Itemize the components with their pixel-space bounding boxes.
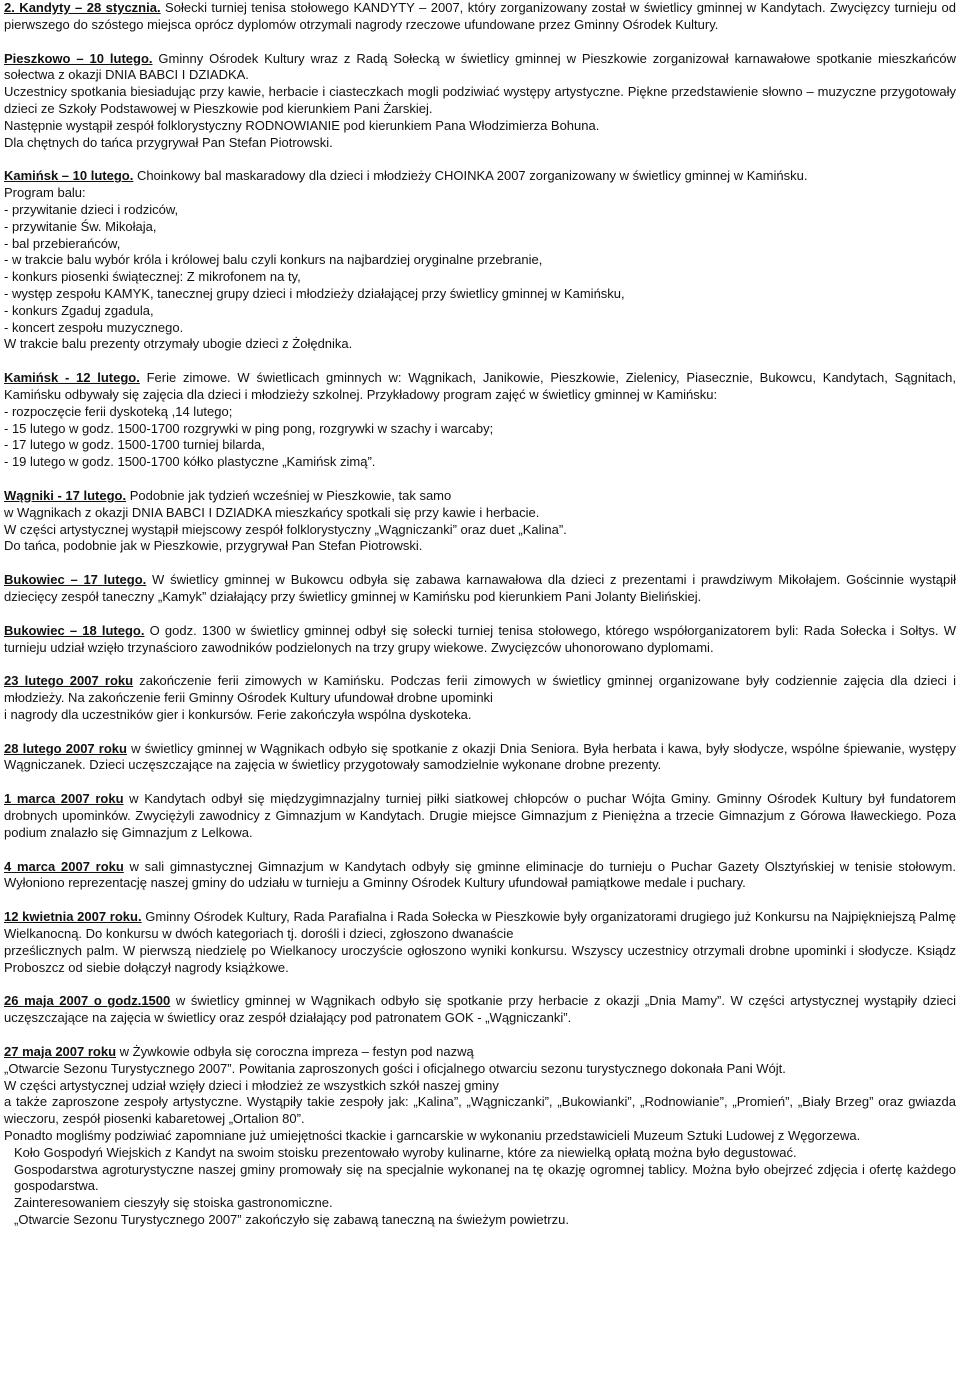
paragraph-text: w świetlicy gminnej w Wągnikach odbyło się spotkanie z okazji Dnia Seniora. Była herbata i kawa, były słodycze, wspólne śpiewanie, występy Wągniczanek. Dzieci uczęszczające na zajęcia w świetlicy przygotowały samodzielnie wykonane drobne prezenty. <box>4 740 956 773</box>
paragraph-kandyty-28-stycznia <box>4 0 956 34</box>
paragraph-text: zakończenie ferii zimowych w Kamińsku. Podczas ferii zimowych w świetlicy gminnej organizowane były codziennie zajęcia dla dzieci i młodzieży. Na zakończenie ferii Gminny Ośrodek Kultury ufundował drobne upominki <box>4 673 956 706</box>
paragraph-text: Choinkowy bal maskaradowy dla dzieci i młodzieży CHOINKA 2007 zorganizowany w świetlicy gminnej w Kamińsku. <box>133 168 808 184</box>
paragraph-kaminsk-12-lutego <box>4 370 956 404</box>
section-heading: Bukowiec – 17 lutego. <box>4 572 147 588</box>
paragraph-text: w Żywkowie odbyła się coroczna impreza – festyn pod nazwą <box>116 1044 474 1060</box>
paragraph-bukowiec-17-lutego <box>4 572 956 606</box>
paragraph-28-lutego <box>4 741 956 775</box>
paragraph-text: Podobnie jak tydzień wcześniej w Pieszkowie, tak samo <box>126 487 452 503</box>
paragraph-text: W części artystycznej udział wzięły dzieci i młodzież ze wszystkich szkół naszej gminy <box>4 1077 499 1093</box>
paragraph-text: w sali gimnastycznej Gimnazjum w Kandytach odbyły się gminne eliminacje do turnieju o Puchar Gazety Olsztyńskiej w tenisie stołowym. Wyłoniono reprezentację naszej gminy do udziału w turnieju a Gminny Ośrodek Kultury ufundował pamiątkowe medale i puchary. <box>4 858 956 891</box>
paragraph-text: Sołecki turniej tenisa stołowego KANDYTY – 2007, który zorganizowany został w świetlicy gminnej w Kandytach. Zwycięzcy turnieju od pierwszego do szóstego miejsca oprócz dyplomów otrzymali nagrody rzeczowe ufundowane przez Gminny Ośrodek Kultury. <box>4 0 956 32</box>
list-item: - bal przebierańców, <box>4 235 121 251</box>
paragraph-wagniki-17-lutego <box>4 488 956 505</box>
list-item: - 19 lutego w godz. 1500-1700 kółko plastyczne „Kamińsk zimą”. <box>4 454 376 470</box>
list-item: - rozpoczęcie ferii dyskoteką ,14 lutego; <box>4 403 233 419</box>
section-heading: 2. Kandyty – 28 stycznia. <box>4 0 161 15</box>
section-heading: 26 maja 2007 o godz.1500 <box>4 993 171 1009</box>
section-heading: 28 lutego 2007 roku <box>4 740 127 756</box>
section-heading: 12 kwietnia 2007 roku. <box>4 909 142 925</box>
list-item: - przywitanie Św. Mikołaja, <box>4 218 157 234</box>
paragraph-text: W świetlicy gminnej w Bukowcu odbyła się zabawa karnawałowa dla dzieci z prezentami i prawdziwym Mikołajem. Gościnnie wystąpił dziecięcy zespół taneczny „Kamyk” działający przy świetlicy gminnej w Kamińsku pod kierunkiem Pani Jolanty Bielińskiej. <box>4 572 956 604</box>
document-page <box>4 0 956 1229</box>
paragraph-bukowiec-18-lutego <box>4 623 956 657</box>
paragraph-text: prześlicznych palm. W pierwszą niedzielę po Wielkanocy uroczyście ogłoszono wyniki konkursu. Wszyscy uczestnicy otrzymali drobne upominki i słodycze. Ksiądz Proboszcz od siebie dołączył nagrody książkowe. <box>4 942 956 975</box>
paragraph-text: Ponadto mogliśmy podziwiać zapomniane już umiejętności tkackie i garncarskie w wykonaniu przedstawicieli Muzeum Sztuki Ludowej z Węgorzewa. <box>4 1128 861 1144</box>
paragraph-text: Koło Gospodyń Wiejskich z Kandyt na swoim stoisku prezentowało wyroby kulinarne, które za niewielką opłatą można było degustować. <box>14 1144 797 1160</box>
program-list <box>4 185 956 353</box>
paragraph-text: Uczestnicy spotkania biesiadując przy kawie, herbacie i ciasteczkach mogli podziwiać występy artystyczne. Piękne przedstawienie słowno – muzyczne przygotowały dzieci ze Szkoły Podstawowej w Pieszkowie pod kierunkiem Pani Żarskiej. <box>4 84 956 116</box>
paragraph-text: Ferie zimowe. W świetlicach gminnych w: Wągnikach, Janikowie, Pieszkowie, Zielenicy, Piasecznie, Bukowcu, Kandytach, Sągnitach, Kamińsku odbywały się zajęcia dla dzieci i młodzieży szkolnej. Przykładowy program zajęć w świetlicy gminnej w Kamińsku: <box>4 370 957 402</box>
list-item: Program balu: <box>4 185 86 201</box>
paragraph-23-lutego <box>4 673 956 707</box>
paragraph-text: w świetlicy gminnej w Wągnikach odbyło się spotkanie przy herbacie z okazji „Dnia Mamy”. W części artystycznej wystąpiły dzieci uczęszczające na zajęcia w świetlicy oraz zespół działający pod patronatem GOK - „Wągniczanki”. <box>4 993 956 1026</box>
paragraph-12-kwietnia <box>4 909 956 943</box>
program-list <box>4 404 956 471</box>
list-item: - 17 lutego w godz. 1500-1700 turniej bilarda, <box>4 437 265 453</box>
paragraph-kaminsk-10-lutego <box>4 168 956 185</box>
paragraph-text: Dla chętnych do tańca przygrywał Pan Stefan Piotrowski. <box>4 134 333 150</box>
paragraph-1-marca <box>4 791 956 841</box>
paragraph-text: i nagrody dla uczestników gier i konkursów. Ferie zakończyła wspólna dyskoteka. <box>4 706 472 722</box>
paragraph-text: Gminny Ośrodek Kultury, Rada Parafialna i Rada Sołecka w Pieszkowie były organizatorami drugiego już Konkursu na Najpiękniejszą Palmę Wielkanocną. Do konkursu w dwóch kategoriach tj. dorośli i dzieci, zgłoszono dwanaście <box>4 909 957 942</box>
section-heading: 4 marca 2007 roku <box>4 858 124 874</box>
paragraph-text: Gospodarstwa agroturystyczne naszej gminy promowały się na specjalnie wykonanej na tę okazję ogromnej tablicy. Można było obejrzeć zdjęcia i ofertę każdego gospodarstwa. <box>14 1161 956 1194</box>
section-heading: Pieszkowo – 10 lutego. <box>4 50 153 66</box>
paragraph-text: „Otwarcie Sezonu Turystycznego 2007”. Powitania zaproszonych gości i oficjalnego otwarciu sezonu turystycznego dokonała Pani Wójt. <box>4 1060 786 1076</box>
paragraph-27-maja <box>4 1044 956 1061</box>
section-heading: Kamińsk – 10 lutego. <box>4 168 134 184</box>
list-item: W trakcie balu prezenty otrzymały ubogie dzieci z Żołędnika. <box>4 336 353 352</box>
list-item: - konkurs piosenki świątecznej: Z mikrofonem na ty, <box>4 269 301 285</box>
paragraph-text: „Otwarcie Sezonu Turystycznego 2007” zakończyło się zabawą taneczną na świeżym powietrzu. <box>14 1212 569 1228</box>
list-item: - występ zespołu KAMYK, tanecznej grupy dzieci i młodzieży działającej przy świetlicy gminnej w Kamińsku, <box>4 285 625 301</box>
paragraph-text: Następnie wystąpił zespół folklorystyczny RODNOWIANIE pod kierunkiem Pana Włodzimierza Bohuna. <box>4 117 600 133</box>
paragraph-26-maja <box>4 993 956 1027</box>
list-item: - w trakcie balu wybór króla i królowej balu czyli konkurs na najbardziej oryginalne przebranie, <box>4 252 543 268</box>
section-heading: 1 marca 2007 roku <box>4 791 124 807</box>
list-item: - 15 lutego w godz. 1500-1700 rozgrywki w ping pong, rozgrywki w szachy i warcaby; <box>4 420 494 436</box>
paragraph-text: Zainteresowaniem cieszyły się stoiska gastronomiczne. <box>14 1195 333 1211</box>
paragraph-text: Do tańca, podobnie jak w Pieszkowie, przygrywał Pan Stefan Piotrowski. <box>4 538 423 554</box>
paragraph-text: a także zaproszone zespoły artystyczne. Wystąpiły takie zespoły jak: „Kalina”, „Wągniczanki”, „Bukowianki”, „Rodnowianie”, „Promień”, „Biały Brzeg” oraz gwiazda wieczoru, zespół piosenki kabaretowej „Ortalion 80”. <box>4 1094 956 1127</box>
paragraph-text: Gminny Ośrodek Kultury wraz z Radą Sołecką w świetlicy gminnej w Pieszkowie zorganizował karnawałowe spotkanie mieszkańców sołectwa z okazji DNIA BABCI I DZIADKA. <box>4 50 956 83</box>
list-item: - koncert zespołu muzycznego. <box>4 319 184 335</box>
paragraph-text: W części artystycznej wystąpił miejscowy zespół folklorystyczny „Wągniczanki” oraz duet „Kalina”. <box>4 521 567 537</box>
paragraph-text: O godz. 1300 w świetlicy gminnej odbył się sołecki turniej tenisa stołowego, którego współorganizatorem byli: Rada Sołecka i Sołtys. W turnieju udział wzięło trzynaścioro zawodników podzielonych na trzy grupy wiekowe. Zwycięzców uhonorowano dyplomami. <box>4 622 956 655</box>
section-heading: 23 lutego 2007 roku <box>4 673 134 689</box>
paragraph-text: w Kandytach odbył się międzygimnazjalny turniej piłki siatkowej chłopców o puchar Wójta Gminy. Gminny Ośrodek Kultury był fundatorem drobnych upominków. Zwyciężyli zawodnicy z Gimnazjum w Kandytach. Drugie miejsce Gimnazjum z Pieniężna a trzecie Gimnazjum z Górowa Iławeckiego. Poza podium znalazło się Gimnazjum z Lelkowa. <box>4 791 956 840</box>
section-heading: Kamińsk - 12 lutego. <box>4 370 140 386</box>
list-item: - konkurs Zgaduj zgadula, <box>4 302 154 318</box>
paragraph-pieszkowo-10-lutego <box>4 51 956 85</box>
section-heading: 27 maja 2007 roku <box>4 1044 117 1060</box>
section-heading: Wągniki - 17 lutego. <box>4 487 127 503</box>
section-heading: Bukowiec – 18 lutego. <box>4 622 145 638</box>
paragraph-4-marca <box>4 859 956 893</box>
list-item: - przywitanie dzieci i rodziców, <box>4 201 179 217</box>
paragraph-text: w Wągnikach z okazji DNIA BABCI I DZIADKA mieszkańcy spotkali się przy kawie i herbacie. <box>4 504 540 520</box>
